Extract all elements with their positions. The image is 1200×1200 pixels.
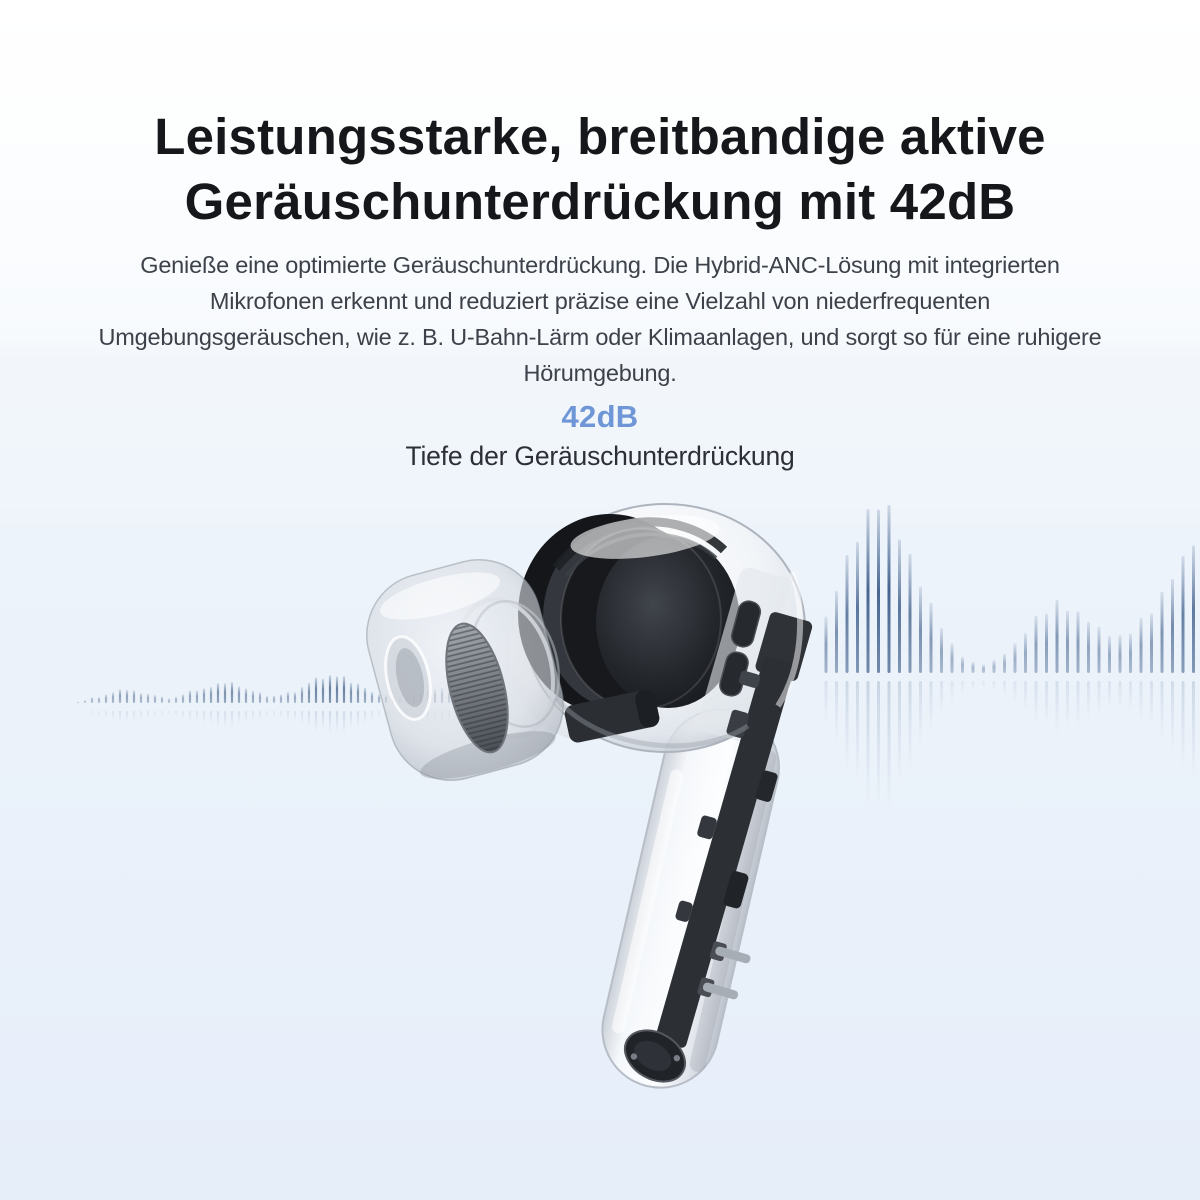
- page-title-line-1: Leistungsstarke, breitbandige aktive: [154, 108, 1046, 165]
- description-line-4: Hörumgebung.: [523, 360, 677, 386]
- anc-depth-value: 42dB: [561, 399, 639, 434]
- earbud-x-ray: [353, 504, 844, 1099]
- description-line-2: Mikrofonen erkennt und reduziert präzise eine Vielzahl von niederfrequenten: [209, 288, 991, 314]
- sound-wave-right: [825, 505, 1196, 807]
- description-line-1: Genieße eine optimierte Geräuschunterdrückung. Die Hybrid-ANC-Lösung mit integrierten: [140, 252, 1060, 278]
- page-title-line-2: Geräuschunterdrückung mit 42dB: [184, 173, 1016, 230]
- anc-depth-caption: Tiefe der Geräuschunterdrückung: [405, 441, 795, 471]
- description-line-3: Umgebungsgeräuschen, wie z. B. U-Bahn-Lärm oder Klimaanlagen, und sorgt so für eine ruhigere: [98, 324, 1102, 350]
